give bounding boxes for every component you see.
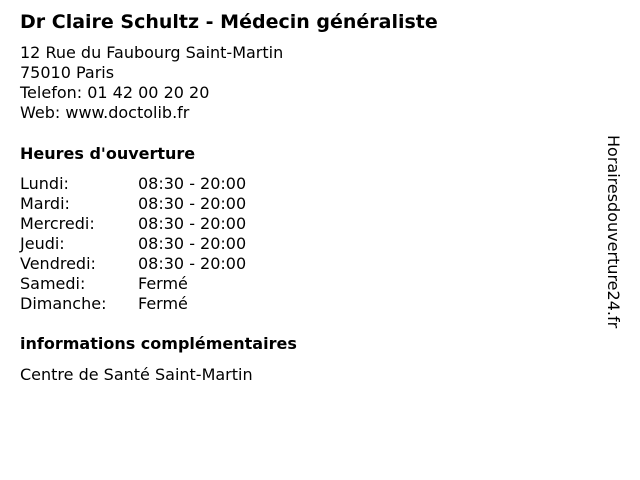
additional-info-text: Centre de Santé Saint-Martin xyxy=(20,365,253,384)
day-label: Vendredi: xyxy=(20,254,96,273)
day-label: Lundi: xyxy=(20,174,69,193)
time-value: 08:30 - 20:00 xyxy=(138,174,247,193)
address-street: 12 Rue du Faubourg Saint-Martin xyxy=(20,43,284,62)
website: Web: www.doctolib.fr xyxy=(20,103,190,122)
day-label: Jeudi: xyxy=(20,234,65,253)
time-value: 08:30 - 20:00 xyxy=(138,194,247,213)
page-title: Dr Claire Schultz - Médecin généraliste xyxy=(20,11,438,33)
time-value: 08:30 - 20:00 xyxy=(138,254,247,273)
additional-info-heading: informations complémentaires xyxy=(20,334,297,353)
time-value: 08:30 - 20:00 xyxy=(138,214,247,233)
contact-block xyxy=(20,43,283,123)
site-watermark: Horairesdouverture24.fr xyxy=(604,135,623,329)
time-value: Fermé xyxy=(138,294,188,313)
phone-number: Telefon: 01 42 00 20 20 xyxy=(20,83,210,102)
day-label: Mercredi: xyxy=(20,214,95,233)
time-value: Fermé xyxy=(138,274,188,293)
day-label: Dimanche: xyxy=(20,294,107,313)
day-label: Mardi: xyxy=(20,194,70,213)
opening-hours-heading: Heures d'ouverture xyxy=(20,144,196,163)
address-city: 75010 Paris xyxy=(20,63,115,82)
day-label: Samedi: xyxy=(20,274,86,293)
time-value: 08:30 - 20:00 xyxy=(138,234,247,253)
